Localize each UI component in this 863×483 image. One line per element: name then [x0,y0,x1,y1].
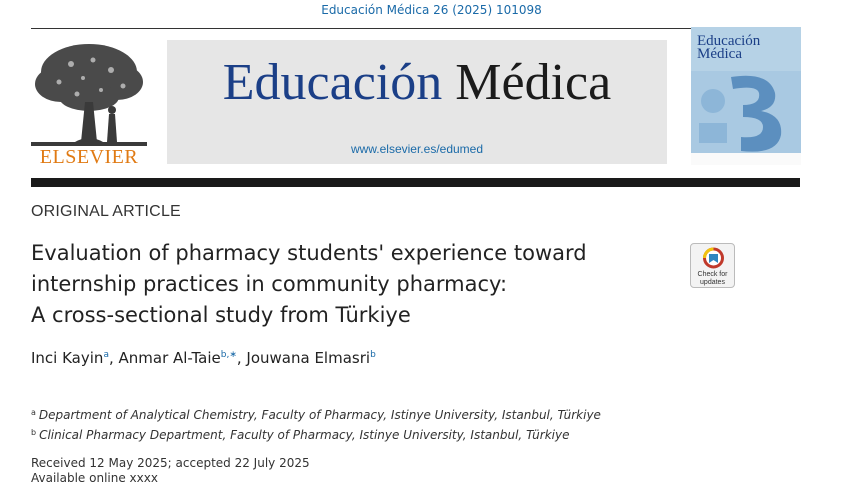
author-name[interactable]: Jouwana Elmasri [246,349,371,367]
affiliation-item [31,424,601,444]
cover-title-line2: Médica [697,46,742,62]
author-affiliation-marker[interactable]: b,∗ [220,350,237,360]
check-for-updates-button[interactable] [690,243,735,288]
author-affiliation-marker[interactable]: b [370,350,376,360]
journal-title-part1: Educación [222,54,443,111]
journal-cover-thumbnail[interactable] [691,27,801,165]
article-type: ORIGINAL ARTICLE [31,203,181,220]
check-for-updates-label: Check for updates [697,271,728,286]
elsevier-wordmark: ELSEVIER [39,146,139,168]
article-title-line: internship practices in community pharmacy: [31,272,508,296]
top-divider [31,28,800,29]
journal-title [167,53,667,112]
cover-artwork [691,71,801,155]
affiliation-list [31,404,601,444]
affiliation-text: Department of Analytical Chemistry, Faculty of Pharmacy, Istinye University, Istanbul, Türkiye [38,408,601,422]
affiliation-label: a [31,408,36,417]
journal-title-part2: Médica [455,54,612,111]
article-title [31,238,681,331]
article-title-line: Evaluation of pharmacy students' experience toward [31,241,587,265]
article-title-line: A cross-sectional study from Türkiye [31,303,411,327]
affiliation-item [31,404,601,424]
check-for-updates-icon [691,244,736,272]
available-online-date: Available online xxxx [31,471,158,483]
journal-citation-link[interactable]: Educación Médica 26 (2025) 101098 [321,3,542,17]
journal-url-link[interactable]: www.elsevier.es/edumed [350,142,484,156]
author-name[interactable]: Anmar Al-Taie [118,349,221,367]
affiliation-label: b [31,428,37,437]
author-name[interactable]: Inci Kayin [31,349,104,367]
journal-masthead [167,40,667,164]
affiliation-text: Clinical Pharmacy Department, Faculty of Pharmacy, Istinye University, Istanbul, Türkiye [39,428,570,442]
header-thick-divider [31,178,800,187]
received-accepted-dates: Received 12 May 2025; accepted 22 July 2025 [31,456,310,470]
article-dates [31,456,310,483]
author-list: Inci Kayin$^a$, Anmar Al-Taie$^{b,∗}$, Jouwana Elmasri$^b$ [31,349,376,367]
cover-logos-strip [691,153,801,165]
author-affiliation-marker[interactable]: a [103,350,109,360]
cover-title-line1: Educación [697,33,761,49]
